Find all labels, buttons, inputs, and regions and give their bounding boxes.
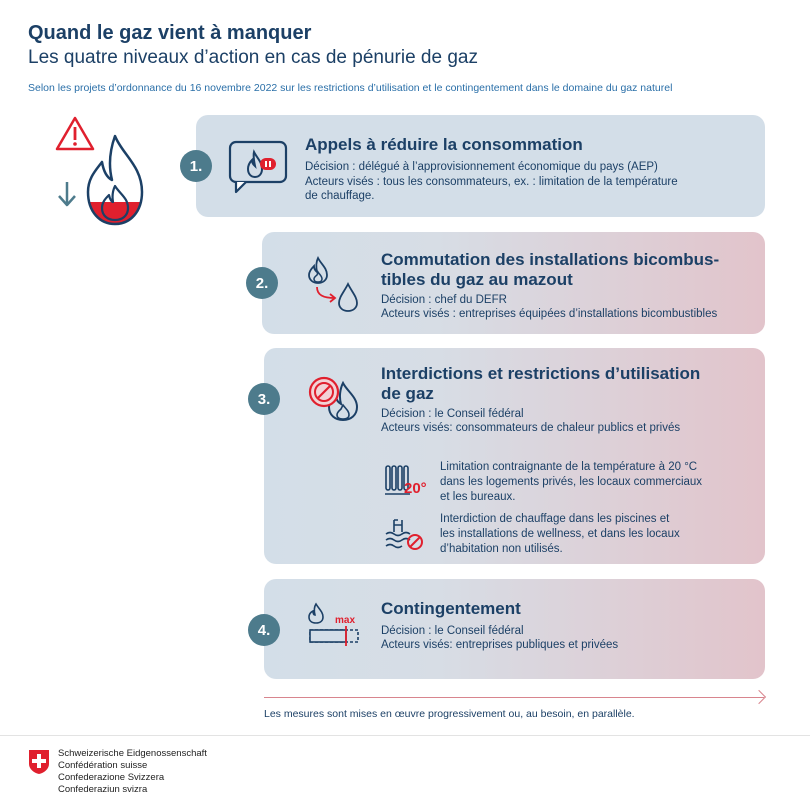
sub-item-2-line-1: Interdiction de chauffage dans les piscines et <box>440 513 670 525</box>
level-number-2: 2. <box>246 267 278 299</box>
flame-icon <box>82 132 148 228</box>
level-4-actors: Acteurs visés: entreprises publiques et privées <box>381 639 619 651</box>
level-title-2-line-2: tibles du gaz au mazout <box>381 270 573 289</box>
sub-item-1-line-3: et les bureaux. <box>440 491 516 503</box>
org-line-rm: Confederaziun svizra <box>58 784 148 795</box>
droplet-icon <box>337 282 359 312</box>
red-arrow-icon <box>315 285 339 303</box>
organization-name <box>58 748 207 796</box>
level-2-actors: Acteurs visés : entreprises équipées d’installations bicombustibles <box>381 308 718 320</box>
temperature-badge: 20° <box>404 480 427 497</box>
level-title-2-line-1: Commutation des installations bicombus- <box>381 250 720 269</box>
prohibition-icon <box>307 375 361 423</box>
level-number-1: 1. <box>180 150 212 182</box>
level-number-3: 3. <box>248 383 280 415</box>
footnote: Les mesures sont mises en œuvre progressivement ou, au besoin, en parallèle. <box>264 708 635 720</box>
org-line-fr: Confédération suisse <box>58 760 148 771</box>
level-1-actors: Acteurs visés : tous les consommateurs, ex. : limitation de la température <box>305 176 678 188</box>
level-title-3-line-2: de gaz <box>381 384 434 403</box>
level-4-decision: Décision : le Conseil fédéral <box>381 625 524 637</box>
sub-item-2-line-3: d’habitation non utilisés. <box>440 543 563 555</box>
level-3-actors: Acteurs visés: consommateurs de chaleur publics et privés <box>381 422 681 434</box>
level-3-decision: Décision : le Conseil fédéral <box>381 408 524 420</box>
level-2-decision: Décision : chef du DEFR <box>381 294 507 306</box>
level-title-3-line-1: Interdictions et restrictions d’utilisation <box>381 364 701 383</box>
sub-item-1-line-1: Limitation contraignante de la température à 20 °C <box>440 461 698 473</box>
level-title-1: Appels à réduire la consommation <box>305 135 583 154</box>
pool-icon <box>384 516 426 552</box>
sub-item-1-line-2: dans les logements privés, les locaux commerciaux <box>440 476 703 488</box>
page-title: Quand le gaz vient à manquer <box>28 22 312 44</box>
speech-bubble-icon <box>228 140 288 196</box>
level-1-decision: Décision : délégué à l’approvisionnement économique du pays (AEP) <box>305 161 658 173</box>
swiss-cross-icon <box>28 749 50 775</box>
sub-item-2-line-2: les installations de wellness, et dans les locaux <box>440 528 680 540</box>
page-subtitle: Les quatre niveaux d’action en cas de pénurie de gaz <box>28 47 478 68</box>
progress-arrow-head <box>752 690 766 704</box>
footer-divider <box>0 735 810 736</box>
source-note: Selon les projets d’ordonnance du 16 novembre 2022 sur les restrictions d’utilisation et le contingentement dans le domaine du gaz naturel <box>28 82 673 94</box>
level-number-4: 4. <box>248 614 280 646</box>
flame-icon <box>307 256 329 284</box>
org-line-it: Confederazione Svizzera <box>58 772 165 783</box>
level-title-4: Contingentement <box>381 599 521 618</box>
progress-arrow-line <box>264 697 764 698</box>
org-line-de: Schweizerische Eidgenossenschaft <box>58 748 207 759</box>
max-label: max <box>335 615 356 626</box>
down-arrow-icon <box>56 180 78 208</box>
level-1-actors-cont: de chauffage. <box>305 190 375 202</box>
